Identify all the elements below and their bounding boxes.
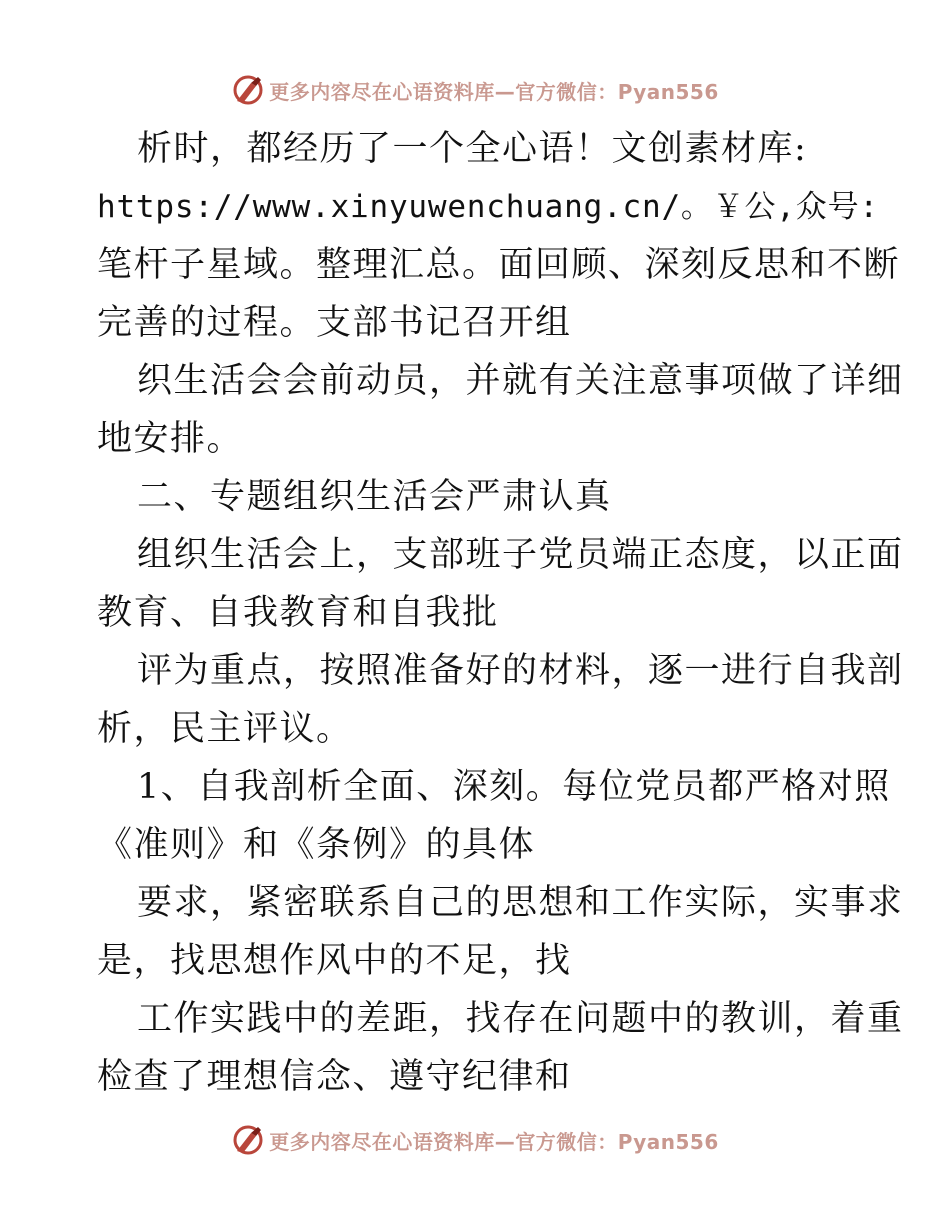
paragraph-line: 教育、自我教育和自我批 xyxy=(97,593,499,633)
paragraph-line: 1、自我剖析全面、深刻。每位党员都严格对照 xyxy=(137,767,891,807)
paragraph-line: 是，找思想作风中的不足，找 xyxy=(97,941,572,981)
watermark-text: 更多内容尽在心语资料库—官方微信：Pyan556 xyxy=(269,1129,719,1154)
paragraph-line: 笔杆子星域。整理汇总。面回顾、深刻反思和不断 xyxy=(97,245,901,285)
paragraph-line: 组织生活会上，支部班子党员端正态度，以正面 xyxy=(137,535,904,575)
pen-logo-icon xyxy=(231,1123,265,1157)
paragraph-line: https://www.xinyuwenchuang.cn/。￥公,众号: xyxy=(97,189,879,225)
pen-logo-icon xyxy=(231,73,265,107)
paragraph-line: 要求，紧密联系自己的思想和工作实际，实事求 xyxy=(137,883,904,923)
section-heading: 二、专题组织生活会严肃认真 xyxy=(137,477,612,517)
footer-watermark xyxy=(0,1120,950,1160)
paragraph-line: 织生活会会前动员，并就有关注意事项做了详细 xyxy=(137,361,904,401)
document-body xyxy=(97,120,904,1106)
paragraph-line: 地安排。 xyxy=(97,419,244,459)
header-watermark xyxy=(0,70,950,110)
paragraph-line: 完善的过程。支部书记召开组 xyxy=(97,303,572,343)
paragraph-line: 检查了理想信念、遵守纪律和 xyxy=(97,1057,572,1097)
paragraph-line: 评为重点，按照准备好的材料，逐一进行自我剖 xyxy=(137,651,904,691)
watermark-text: 更多内容尽在心语资料库—官方微信：Pyan556 xyxy=(269,79,719,104)
paragraph-line: 工作实践中的差距，找存在问题中的教训，着重 xyxy=(137,999,904,1039)
paragraph-line: 析时，都经历了一个全心语！文创素材库: xyxy=(137,129,808,169)
paragraph-line: 《准则》和《条例》的具体 xyxy=(97,825,536,865)
paragraph-line: 析，民主评议。 xyxy=(97,709,353,749)
